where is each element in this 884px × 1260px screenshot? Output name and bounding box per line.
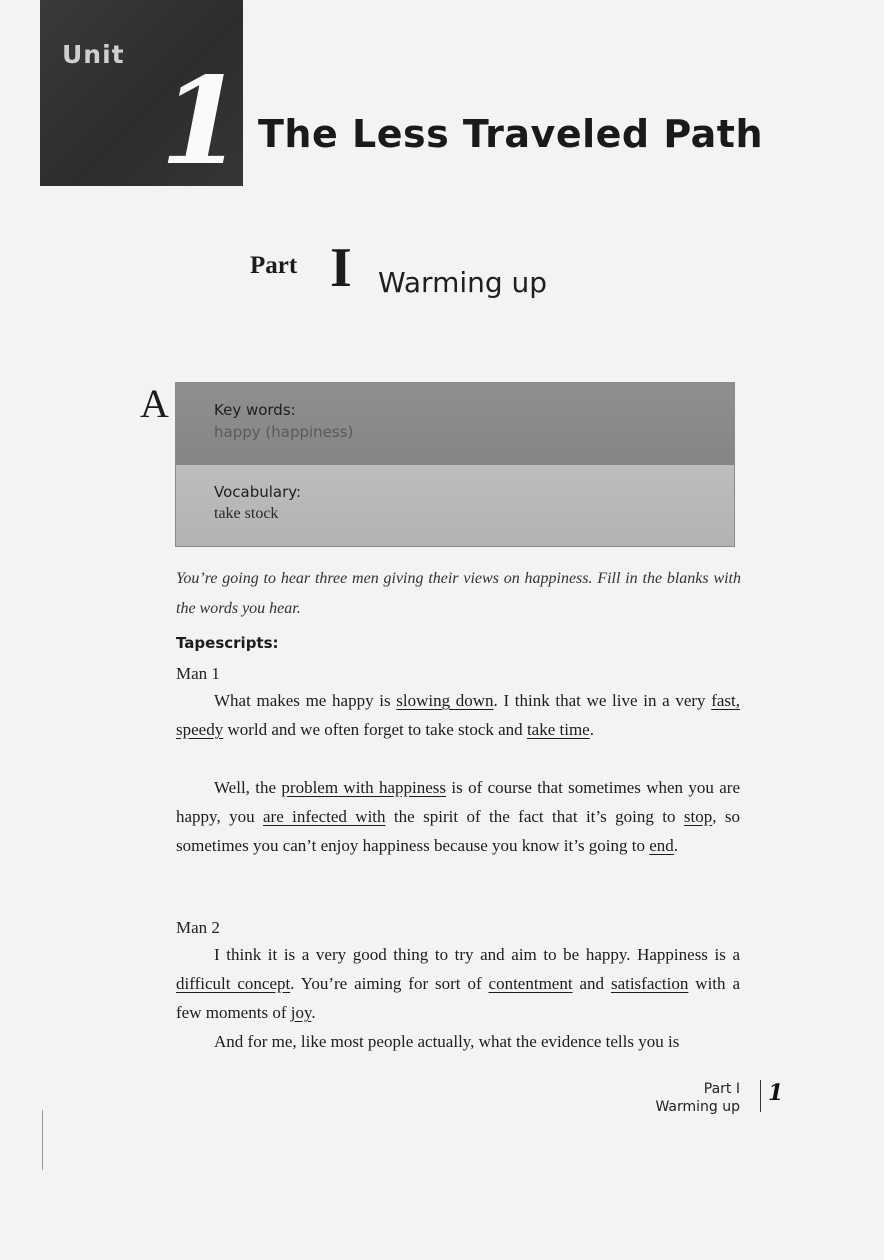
man1-paragraph-1 [176, 686, 740, 744]
text-segment: . [589, 720, 594, 739]
answer-blank: are infected with [263, 807, 386, 826]
page-binding-edge [42, 1110, 43, 1170]
text-segment: . You’re aiming for sort of [290, 974, 489, 993]
answer-blank: slowing down [396, 691, 494, 710]
answer-blank: difficult concept [176, 974, 291, 993]
answer-blank: joy [290, 1003, 312, 1022]
answer-blank: problem with happiness [281, 778, 447, 797]
part-title: Warming up [378, 266, 548, 299]
man2-paragraph-2: And for me, like most people actually, what the evidence tells you is [214, 1032, 680, 1051]
answer-blank: take time [526, 720, 590, 739]
unit-number: 1 [160, 51, 244, 192]
text-segment: . [673, 836, 679, 855]
text-segment: the spirit of the fact that it’s going to [385, 807, 684, 826]
key-words-heading: Key words: [214, 401, 296, 419]
text-segment: , so sometimes you can’t enjoy happiness because you know it’s going to [176, 807, 741, 855]
answer-blank: satisfaction [610, 974, 689, 993]
answer-blank: end [649, 836, 674, 855]
unit-title: The Less Traveled Path [258, 112, 764, 156]
exercise-instruction: You’re going to hear three men giving their views on happiness. Fill in the blanks with the words you hear. [176, 570, 741, 617]
footer-part-title: Warming up [655, 1099, 740, 1115]
unit-label: Unit [62, 40, 125, 69]
part-label: Part [250, 252, 298, 279]
vocabulary-value: take stock [214, 505, 279, 522]
text-segment: and [572, 974, 611, 993]
section-letter: A [140, 381, 169, 426]
tapescripts-heading: Tapescripts: [176, 634, 279, 652]
answer-blank: fast, speedy [176, 691, 741, 739]
text-segment: Well, the [214, 778, 282, 797]
vocabulary-heading: Vocabulary: [214, 483, 302, 501]
key-words-panel [176, 383, 734, 465]
text-segment: with a few moments of [176, 974, 740, 1022]
answer-blank: stop [683, 807, 713, 826]
text-segment: . [311, 1003, 316, 1022]
text-segment: world and we often forget to take stock and [223, 720, 527, 739]
text-segment: I think it is a very good thing to try and aim to be happy. Happiness is a [214, 945, 740, 964]
speaker-man-1: Man 1 [176, 664, 220, 683]
key-words-box [175, 382, 735, 547]
footer-running-head [600, 1080, 740, 1116]
speaker-man-2: Man 2 [176, 918, 220, 937]
man2-paragraph-1 [176, 940, 740, 1027]
key-words-value: happy (happiness) [214, 423, 354, 441]
text-segment: is of course that sometimes when you are happy, you [176, 778, 740, 826]
part-numeral: I [330, 237, 352, 299]
footer-divider [760, 1080, 761, 1112]
man1-paragraph-2 [176, 773, 740, 860]
footer-part-label: Part I [703, 1081, 740, 1097]
vocabulary-panel [176, 465, 734, 546]
page-number: 1 [768, 1080, 784, 1106]
text-segment: What makes me happy is [214, 691, 397, 710]
text-segment: . I think that we live in a very [493, 691, 712, 710]
answer-blank: contentment [488, 974, 573, 993]
